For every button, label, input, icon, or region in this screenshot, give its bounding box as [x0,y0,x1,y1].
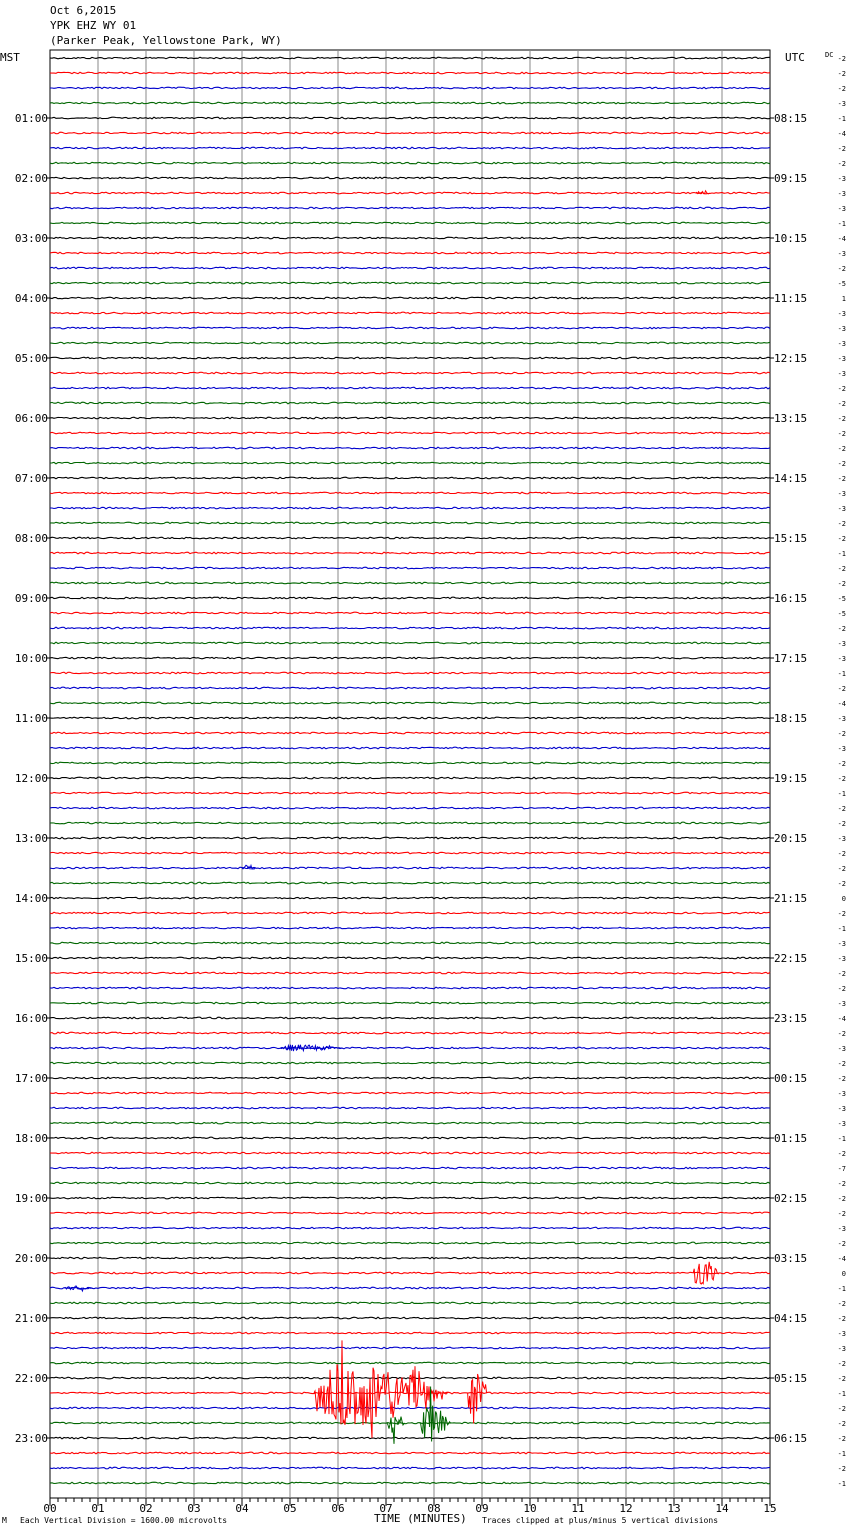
trace-row [50,1437,770,1439]
row-offset-label: -2 [837,1465,846,1473]
row-offset-label: -2 [837,160,846,168]
trace-row [50,612,770,614]
row-offset-label: -3 [837,355,846,363]
trace-row [50,1272,770,1274]
trace-row [50,747,770,749]
row-offset-label: -2 [837,265,846,273]
mst-hour-label: 15:00 [14,952,48,965]
row-offset-label: -3 [837,1105,846,1113]
x-tick-label: 07 [379,1502,393,1515]
mst-hour-label: 21:00 [14,1312,48,1325]
utc-hour-label: 16:15 [774,592,808,605]
trace-row [50,942,770,944]
row-offset-label: -2 [837,520,846,528]
utc-hour-label: 09:15 [774,172,808,185]
x-tick-label: 03 [187,1502,201,1515]
row-offset-label: -3 [837,1330,846,1338]
row-offset-label: 1 [841,295,846,303]
trace-row [50,417,770,419]
trace-row [50,537,770,539]
row-offset-label: -2 [837,1420,846,1428]
x-tick-label: 11 [571,1502,585,1515]
trace-row [50,87,770,89]
row-offset-label: 0 [841,895,846,903]
trace-row [50,957,770,959]
trace-row [50,267,770,269]
row-offset-label: -3 [837,190,846,198]
dc-label: DC [825,51,834,59]
trace-row [50,882,770,884]
trace-row [50,867,770,869]
row-offset-label: -2 [837,535,846,543]
mst-label: MST [0,51,20,64]
utc-hour-label: 03:15 [774,1252,808,1265]
row-offset-label: -2 [837,880,846,888]
utc-hour-label: 02:15 [774,1192,808,1205]
event-waveform [696,191,710,194]
trace-row [50,522,770,524]
trace-row [50,297,770,299]
trace-row [50,1182,770,1184]
row-offset-label: -2 [837,970,846,978]
utc-hour-label: 19:15 [774,772,808,785]
row-offset-label: -2 [837,85,846,93]
row-offset-label: -1 [837,1390,846,1398]
trace-row [50,507,770,509]
row-offset-label: -2 [837,1195,846,1203]
utc-hour-label: 22:15 [774,952,808,965]
x-tick-label: 00 [43,1502,57,1515]
trace-row [50,1257,770,1259]
utc-hour-label: 13:15 [774,412,808,425]
event-waveform [386,1417,405,1444]
trace-row [50,1242,770,1244]
row-offset-label: -3 [837,1090,846,1098]
trace-row [50,207,770,209]
mst-hour-label: 20:00 [14,1252,48,1265]
row-offset-label: -2 [837,385,846,393]
mst-hour-label: 05:00 [14,352,48,365]
trace-row [50,492,770,494]
mst-hour-label: 03:00 [14,232,48,245]
trace-row [50,1332,770,1334]
trace-row [50,462,770,464]
row-offset-label: -2 [837,850,846,858]
row-offset-label: -2 [837,805,846,813]
trace-row [50,732,770,734]
trace-row [50,132,770,134]
row-offset-label: -3 [837,340,846,348]
mst-hour-label: 11:00 [14,712,48,725]
row-offset-label: -3 [837,325,846,333]
trace-row [50,822,770,824]
trace-row [50,852,770,854]
row-offset-label: -2 [837,145,846,153]
x-tick-label: 10 [523,1502,537,1515]
row-offset-label: -1 [837,790,846,798]
row-offset-label: -1 [837,1480,846,1488]
trace-row [50,162,770,164]
utc-hour-label: 00:15 [774,1072,808,1085]
trace-row [50,1467,770,1469]
trace-row [50,597,770,599]
mst-hour-label: 10:00 [14,652,48,665]
trace-row [50,447,770,449]
trace-row [50,927,770,929]
row-offset-label: -2 [837,1300,846,1308]
trace-row [50,177,770,179]
trace-row [50,642,770,644]
row-offset-label: -3 [837,640,846,648]
trace-row [50,777,770,779]
mst-hour-label: 22:00 [14,1372,48,1385]
utc-hour-label: 17:15 [774,652,808,665]
row-offset-label: -2 [837,1060,846,1068]
trace-row [50,1302,770,1304]
x-tick-label: 13 [667,1502,681,1515]
trace-row [50,1092,770,1094]
mst-hour-label: 06:00 [14,412,48,425]
row-offset-label: -7 [837,1165,846,1173]
x-tick-label: 14 [715,1502,729,1515]
trace-row [50,717,770,719]
row-offset-label: -2 [837,1075,846,1083]
trace-row [50,372,770,374]
row-offset-label: -2 [837,70,846,78]
row-offset-label: -2 [837,565,846,573]
row-offset-label: -3 [837,490,846,498]
row-offset-label: -3 [837,100,846,108]
trace-row [50,432,770,434]
row-offset-label: -2 [837,55,846,63]
utc-hour-label: 18:15 [774,712,808,725]
trace-row [50,192,770,194]
row-offset-label: -3 [837,370,846,378]
utc-hour-label: 14:15 [774,472,808,485]
row-offset-label: -1 [837,550,846,558]
trace-row [50,897,770,899]
date-label: Oct 6,2015 [50,4,117,17]
trace-row [50,237,770,239]
row-offset-label: -2 [837,430,846,438]
trace-row [50,1167,770,1169]
trace-row [50,582,770,584]
x-axis-title: TIME (MINUTES) [374,1512,467,1525]
trace-row [50,552,770,554]
row-offset-label: -1 [837,925,846,933]
row-offset-label: -3 [837,745,846,753]
row-offset-label: -2 [837,475,846,483]
trace-row [50,1362,770,1364]
trace-row [50,402,770,404]
trace-row [50,972,770,974]
trace-row [50,252,770,254]
row-offset-label: -3 [837,655,846,663]
utc-hour-label: 21:15 [774,892,808,905]
row-offset-label: -3 [837,310,846,318]
mst-hour-label: 08:00 [14,532,48,545]
mst-hour-label: 13:00 [14,832,48,845]
event-group [64,191,719,1444]
row-offset-label: -3 [837,505,846,513]
x-tick-label: 15 [763,1502,777,1515]
row-offset-label: -2 [837,1360,846,1368]
footer-mark: M [2,1516,7,1525]
utc-hour-label: 11:15 [774,292,808,305]
mst-hour-label: 01:00 [14,112,48,125]
location-label: (Parker Peak, Yellowstone Park, WY) [50,34,282,47]
trace-row [50,1287,770,1289]
row-offset-label: -3 [837,250,846,258]
row-offset-label: -1 [837,220,846,228]
trace-row [50,1107,770,1109]
row-offset-label: -2 [837,775,846,783]
mst-hour-label: 18:00 [14,1132,48,1145]
row-offset-label: -2 [837,685,846,693]
trace-row [50,1197,770,1199]
utc-hour-label: 04:15 [774,1312,808,1325]
row-offset-label: -2 [837,1240,846,1248]
trace-row [50,567,770,569]
trace-row [50,1077,770,1079]
row-offset-label: -2 [837,1180,846,1188]
row-offset-label: -2 [837,1150,846,1158]
utc-hour-label: 20:15 [774,832,808,845]
x-tick-label: 04 [235,1502,249,1515]
trace-row [50,912,770,914]
row-offset-label: 0 [841,1270,846,1278]
trace-row [50,702,770,704]
event-waveform [468,1374,487,1424]
row-offset-label: -2 [837,415,846,423]
x-tick-label: 08 [427,1502,441,1515]
trace-row [50,1137,770,1139]
mst-hour-label: 04:00 [14,292,48,305]
mst-hour-label: 19:00 [14,1192,48,1205]
row-offset-label: -1 [837,115,846,123]
trace-row [50,477,770,479]
row-offset-label: -2 [837,1375,846,1383]
trace-row [50,792,770,794]
trace-row [50,837,770,839]
utc-hour-label: 06:15 [774,1432,808,1445]
utc-hour-label: 10:15 [774,232,808,245]
trace-row [50,1392,770,1394]
row-offset-label: -2 [837,1435,846,1443]
row-offset-label: -4 [837,130,846,138]
trace-row [50,1032,770,1034]
trace-row [50,387,770,389]
trace-row [50,672,770,674]
row-offset-label: -5 [837,610,846,618]
utc-hour-label: 15:15 [774,532,808,545]
trace-row [50,312,770,314]
trace-row [50,687,770,689]
trace-row [50,1047,770,1049]
row-offset-label: -2 [837,625,846,633]
trace-row [50,807,770,809]
trace-group [50,57,770,1484]
row-offset-label: -2 [837,865,846,873]
row-offset-label: -5 [837,280,846,288]
trace-row [50,57,770,59]
row-offset-label: -3 [837,715,846,723]
scale-note: Each Vertical Division = 1600.00 microvolts [20,1516,228,1525]
row-offset-label: -1 [837,670,846,678]
trace-row [50,117,770,119]
row-offset-label: -4 [837,1015,846,1023]
row-offset-label: -3 [837,1345,846,1353]
axis-labels [15,55,846,1515]
row-offset-label: -3 [837,1000,846,1008]
trace-row [50,327,770,329]
trace-row [50,342,770,344]
utc-hour-label: 05:15 [774,1372,808,1385]
trace-row [50,72,770,74]
utc-label: UTC [785,51,805,64]
row-offset-label: -3 [837,955,846,963]
trace-row [50,1212,770,1214]
utc-hour-label: 01:15 [774,1132,808,1145]
row-offset-label: -1 [837,1285,846,1293]
trace-row [50,1122,770,1124]
row-offset-label: -2 [837,580,846,588]
trace-row [50,1452,770,1454]
mst-hour-label: 14:00 [14,892,48,905]
trace-row [50,222,770,224]
mst-hour-label: 16:00 [14,1012,48,1025]
row-offset-label: -3 [837,205,846,213]
trace-row [50,1002,770,1004]
trace-row [50,282,770,284]
x-tick-label: 09 [475,1502,489,1515]
trace-row [50,657,770,659]
trace-row [50,147,770,149]
mst-hour-label: 23:00 [14,1432,48,1445]
row-offset-label: -3 [837,175,846,183]
utc-hour-label: 08:15 [774,112,808,125]
row-offset-label: -1 [837,1135,846,1143]
row-offset-label: -1 [837,1450,846,1458]
row-offset-label: -2 [837,760,846,768]
row-offset-label: -2 [837,820,846,828]
trace-row [50,1422,770,1424]
mst-hour-label: 12:00 [14,772,48,785]
mst-hour-label: 09:00 [14,592,48,605]
trace-row [50,102,770,104]
row-offset-label: -4 [837,235,846,243]
row-offset-label: -3 [837,835,846,843]
row-offset-label: -4 [837,700,846,708]
trace-row [50,1017,770,1019]
trace-row [50,1317,770,1319]
trace-row [50,1347,770,1349]
row-offset-label: -2 [837,985,846,993]
row-offset-label: -3 [837,1225,846,1233]
row-offset-label: -2 [837,1405,846,1413]
row-offset-label: -2 [837,1315,846,1323]
x-tick-label: 02 [139,1502,153,1515]
row-offset-label: -2 [837,400,846,408]
station-label: YPK EHZ WY 01 [50,19,137,32]
trace-row [50,1152,770,1154]
x-tick-label: 12 [619,1502,633,1515]
row-offset-label: -2 [837,1210,846,1218]
trace-row [50,1407,770,1409]
row-offset-label: -2 [837,730,846,738]
trace-row [50,627,770,629]
mst-hour-label: 07:00 [14,472,48,485]
row-offset-label: -2 [837,445,846,453]
trace-row [50,1062,770,1064]
trace-row [50,762,770,764]
clip-note: Traces clipped at plus/minus 5 vertical divisions [482,1516,719,1525]
row-offset-label: -3 [837,940,846,948]
mst-hour-label: 02:00 [14,172,48,185]
x-tick-label: 01 [91,1502,105,1515]
row-offset-label: -3 [837,1045,846,1053]
row-offset-label: -2 [837,460,846,468]
trace-row [50,1227,770,1229]
row-offset-label: -2 [837,910,846,918]
row-offset-label: -2 [837,1030,846,1038]
trace-row [50,1482,770,1484]
trace-row [50,357,770,359]
utc-hour-label: 23:15 [774,1012,808,1025]
trace-row [50,987,770,989]
x-tick-label: 06 [331,1502,345,1515]
row-offset-label: -5 [837,595,846,603]
mst-hour-label: 17:00 [14,1072,48,1085]
utc-hour-label: 12:15 [774,352,808,365]
row-offset-label: -4 [837,1255,846,1263]
x-tick-label: 05 [283,1502,297,1515]
row-offset-label: -3 [837,1120,846,1128]
